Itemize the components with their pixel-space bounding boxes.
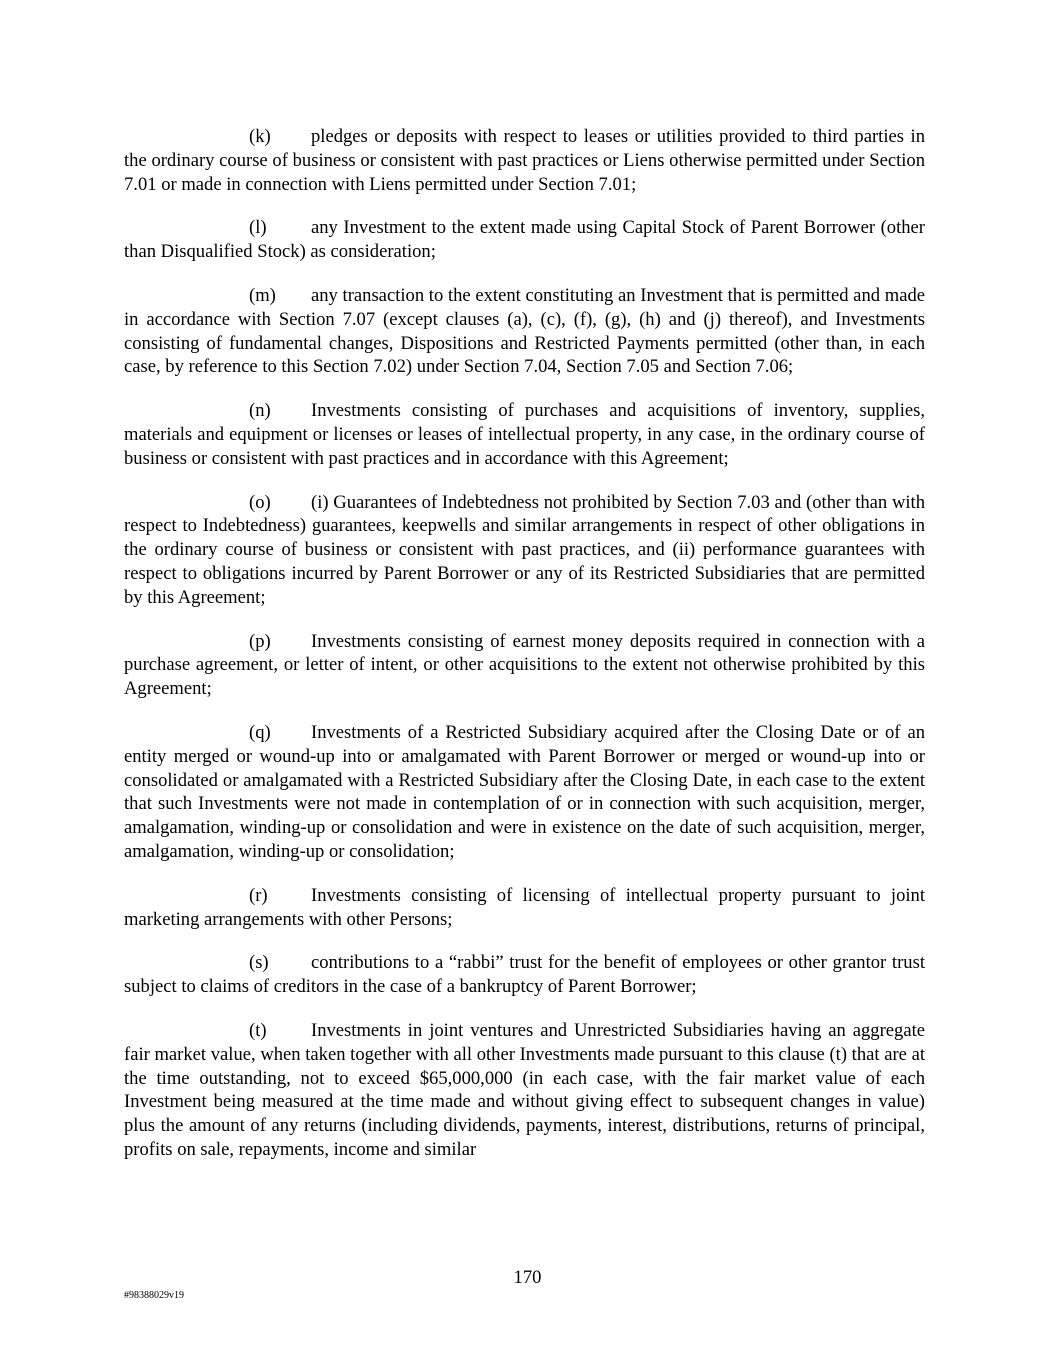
clause-label: (n) (249, 400, 271, 422)
clause-label: (t) (249, 1019, 267, 1041)
clause-l (124, 216, 925, 264)
clause-r (124, 884, 925, 932)
clause-text: Investments consisting of earnest money deposits required in connection with a purchase agreement, or letter of intent, or other acquisitions to the extent not otherwise prohibited by this Agreement; (124, 630, 925, 700)
clause-o (124, 491, 925, 610)
clause-text: (i) Guarantees of Indebtedness not prohibited by Section 7.03 and (other than with respect to Indebtedness) guarantees, keepwells and similar arrangements in respect of other obligations in the ordinary course of business or consistent with past practices, and (ii) performance guarantees with respect to obligations incurred by Parent Borrower or any of its Restricted Subsidiaries that are permitted by this Agreement; (124, 491, 925, 608)
clause-p (124, 630, 925, 701)
clause-text: Investments in joint ventures and Unrestricted Subsidiaries having an aggregate fair market value, when taken together with all other Investments made pursuant to this clause (t) that are at the time outstanding, not to exceed $65,000,000 (in each case, with the fair market value of each Investment being measured at the time made and without giving effect to subsequent changes in value) plus the amount of any returns (including dividends, payments, interest, distributions, returns of principal, profits on sale, repayments, income and similar (124, 1019, 925, 1160)
clause-label: (p) (249, 630, 271, 652)
clause-m (124, 284, 925, 379)
clause-text: contributions to a “rabbi” trust for the benefit of employees or other grantor trust subject to claims of creditors in the case of a bankruptcy of Parent Borrower; (124, 952, 925, 998)
clause-n (124, 399, 925, 470)
document-id: #98388029v19 (124, 1290, 184, 1301)
clause-label: (q) (249, 721, 271, 743)
clause-label: (s) (249, 952, 269, 974)
clause-t (124, 1019, 925, 1162)
clause-label: (k) (249, 126, 271, 147)
clause-s (124, 951, 925, 999)
clause-label: (o) (249, 491, 271, 513)
clause-text: any Investment to the extent made using Capital Stock of Parent Borrower (other than Disqualified Stock) as consideration; (124, 217, 925, 263)
clause-text: Investments consisting of licensing of intellectual property pursuant to joint marketing arrangements with other Persons; (124, 884, 925, 930)
clause-text: Investments consisting of purchases and acquisitions of inventory, supplies, materials and equipment or licenses or leases of intellectual property, in any case, in the ordinary course of business or consistent with past practices and in accordance with this Agreement; (124, 400, 925, 469)
clause-label: (r) (249, 884, 268, 906)
clause-k (124, 125, 925, 196)
clause-label: (l) (249, 217, 267, 239)
clause-text: pledges or deposits with respect to leases or utilities provided to third parties in the ordinary course of business or consistent with past practices or Liens otherwise permitted under Section 7.01 or made in connection with Liens permitted under Section 7.01; (124, 126, 925, 195)
document-body (124, 125, 925, 1182)
clause-text: any transaction to the extent constituting an Investment that is permitted and made in accordance with Section 7.07 (except clauses (a), (c), (f), (g), (h) and (j) thereof), and Investments consisting of fundamental changes, Dispositions and Restricted Payments permitted (other than, in each case, by reference to this Section 7.02) under Section 7.04, Section 7.05 and Section 7.06; (124, 284, 925, 378)
clause-q (124, 721, 925, 864)
clause-text: Investments of a Restricted Subsidiary acquired after the Closing Date or of an entity merged or wound-up into or amalgamated with Parent Borrower or merged or wound-up into or consolidated or amalgamated with a Restricted Subsidiary after the Closing Date, in each case to the extent that such Investments were not made in contemplation of or in connection with such acquisition, merger, amalgamation, winding-up or consolidation and were in existence on the date of such acquisition, merger, amalgamation, winding-up or consolidation; (124, 721, 925, 862)
clause-label: (m) (249, 284, 276, 306)
page-number: 170 (513, 1267, 542, 1288)
